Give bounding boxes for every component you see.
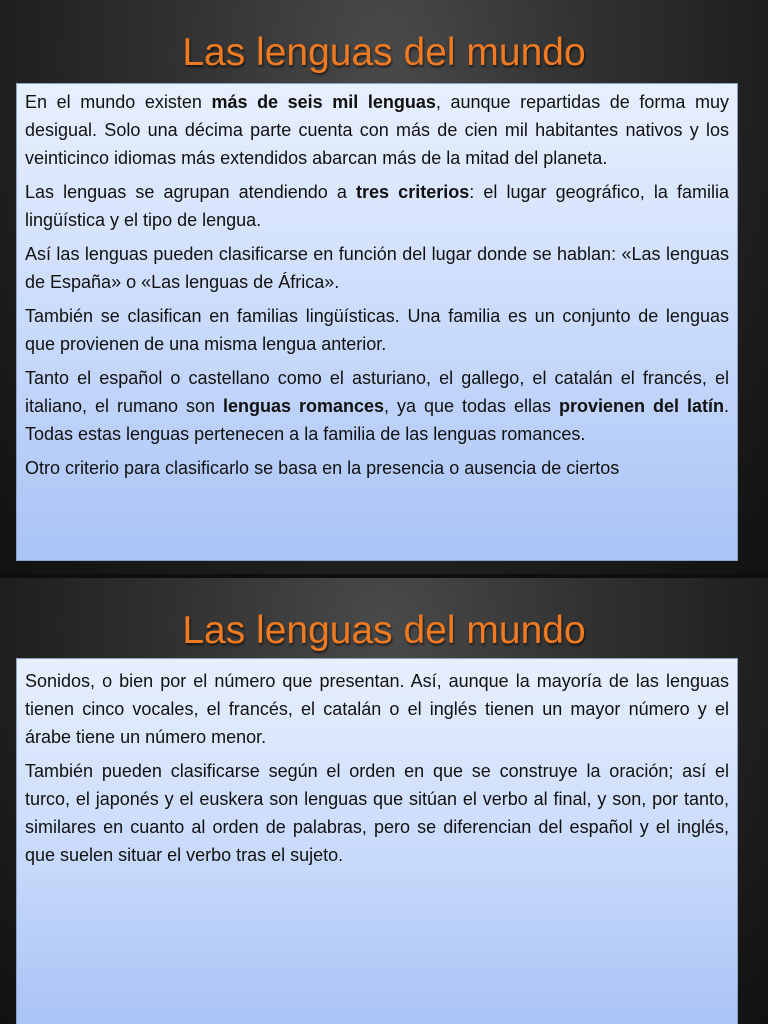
- bold-run: provienen del latín: [559, 396, 724, 416]
- slide-2-title: Las lenguas del mundo: [182, 609, 586, 652]
- text-run: . Todas estas lenguas pertenecen a la familia de las lenguas romances.: [25, 396, 730, 444]
- slide-2-paragraph-1: Sonidos, o bien por el número que presentan. Así, aunque la mayoría de las lenguas tienen cinco vocales, el francés, el catalán o el inglés tienen un mayor número y el árabe tiene un número menor.: [25, 671, 729, 747]
- text-run: Las lenguas se agrupan atendiendo a: [25, 182, 357, 202]
- slide-1-paragraph-4: También se clasifican en familias lingüísticas. Una familia es un conjunto de lenguas que provienen de una misma lengua anterior.: [25, 306, 729, 354]
- slide-1-paragraph-3: Así las lenguas pueden clasificarse en función del lugar donde se hablan: «Las lenguas de España» o «Las lenguas de África».: [25, 244, 729, 292]
- slide-1-paragraph-6: Otro criterio para clasificarlo se basa en la presencia o ausencia de ciertos: [25, 458, 620, 478]
- slide-2-paragraph-2: También pueden clasificarse según el orden en que se construye la oración; así el turco, el japonés y el euskera son lenguas que sitúan el verbo al final, y son, por tanto, similares en cuanto al orden de palabras, pero se diferencian del español y el inglés, que suelen situar el verbo tras el sujeto.: [25, 761, 729, 865]
- bold-run: lenguas romances: [223, 396, 385, 416]
- text-run: : el lugar geográfico, la familia lingüística y el tipo de lengua.: [25, 182, 729, 230]
- slide-1-title: Las lenguas del mundo: [182, 31, 586, 74]
- slide-2-text-box: [16, 658, 738, 1024]
- text-run: En el mundo existen: [25, 92, 212, 112]
- text-run: , aunque repartidas de forma muy desigual. Solo una décima parte cuenta con más de cien mil habitantes nativos y los veinticinco idiomas más extendidos abarcan más de la mitad del planeta.: [25, 92, 729, 168]
- text-run: Tanto el español o castellano como el asturiano, el gallego, el catalán el francés, el italiano, el rumano son: [25, 368, 729, 416]
- text-run: , ya que todas ellas: [384, 396, 560, 416]
- slide-1-paragraph-2: [25, 178, 729, 234]
- bold-run: tres criterios: [356, 182, 470, 202]
- slide-2: [0, 578, 768, 1024]
- slide-1-paragraph-5: [25, 364, 729, 448]
- bold-run: más de seis mil lenguas: [211, 92, 436, 112]
- slide-1-paragraph-1: [25, 88, 729, 172]
- slide-1-text-box: [16, 83, 738, 561]
